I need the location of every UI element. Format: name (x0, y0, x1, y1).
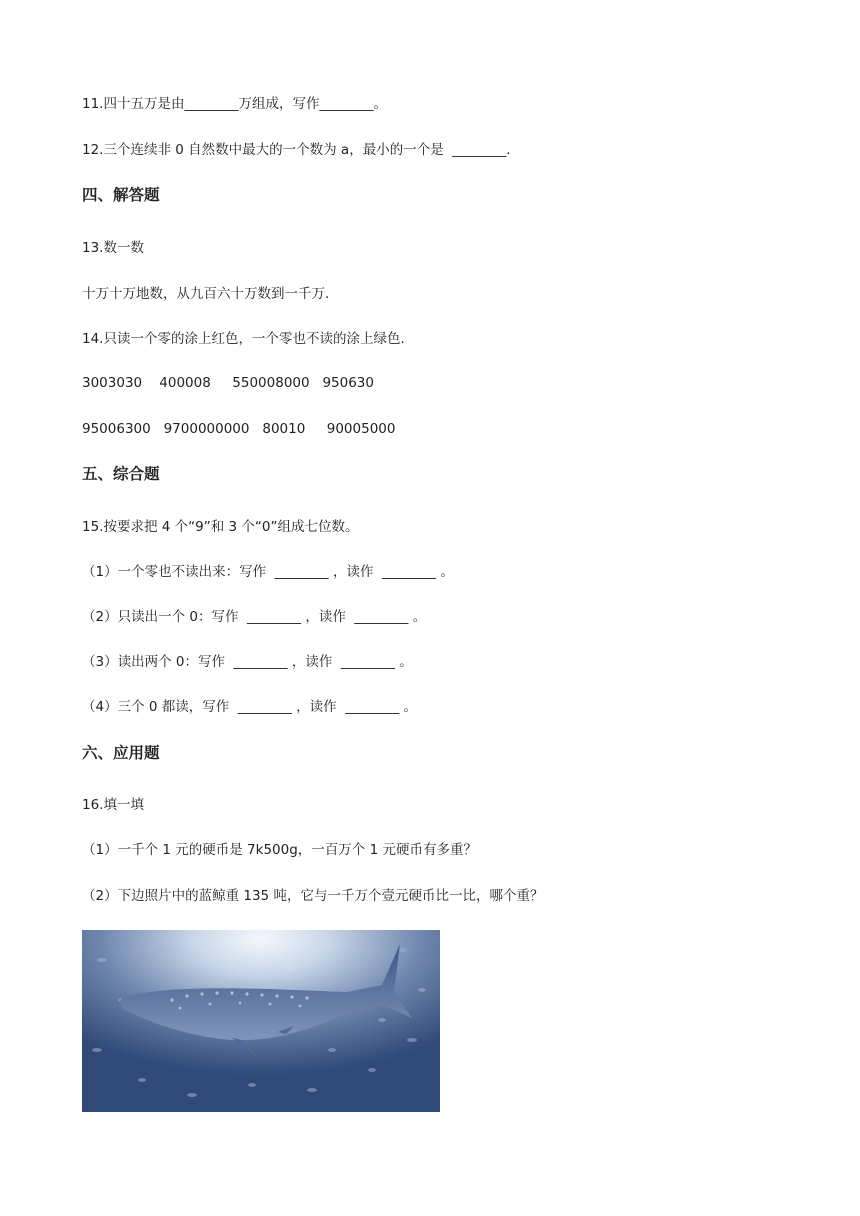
question-11: 11.四十五万是由________万组成，写作________。 (82, 96, 387, 112)
question-15-part-4: （4）三个 0 都读，写作 ________ ，读作 ________ 。 (82, 699, 418, 715)
question-13-body: 十万十万地数，从九百六十万数到一千万. (82, 286, 330, 302)
question-15-part-1: （1）一个零也不读出来：写作 ________ ，读作 ________ 。 (82, 564, 454, 580)
question-14-numbers-row-1: 3003030 400008 550008000 950630 (82, 375, 374, 391)
whale-shark-photo (82, 930, 440, 1112)
question-16-part-2: （2）下边照片中的蓝鲸重 135 吨，它与一千万个壹元硬币比一比，哪个重？ (82, 888, 544, 904)
question-16-part-1: （1）一千个 1 元的硬币是 7k500g，一百万个 1 元硬币有多重？ (82, 842, 477, 858)
question-12: 12.三个连续非 0 自然数中最大的一个数为 a，最小的一个是 ________. (82, 142, 511, 158)
question-13-title: 13.数一数 (82, 240, 144, 256)
section-heading-6: 六、应用题 (82, 744, 160, 762)
section-heading-5: 五、综合题 (82, 465, 160, 483)
section-heading-4: 四、解答题 (82, 186, 160, 204)
question-15-part-2: （2）只读出一个 0：写作 ________ ，读作 ________ 。 (82, 609, 427, 625)
question-14-title: 14.只读一个零的涂上红色，一个零也不读的涂上绿色. (82, 331, 405, 347)
whale-photo-illustration (82, 930, 440, 1112)
question-16-title: 16.填一填 (82, 797, 144, 813)
question-15-part-3: （3）读出两个 0：写作 ________ ，读作 ________ 。 (82, 654, 413, 670)
question-14-numbers-row-2: 95006300 9700000000 80010 90005000 (82, 421, 396, 437)
question-15-title: 15.按要求把 4 个“9”和 3 个“0”组成七位数。 (82, 519, 359, 535)
